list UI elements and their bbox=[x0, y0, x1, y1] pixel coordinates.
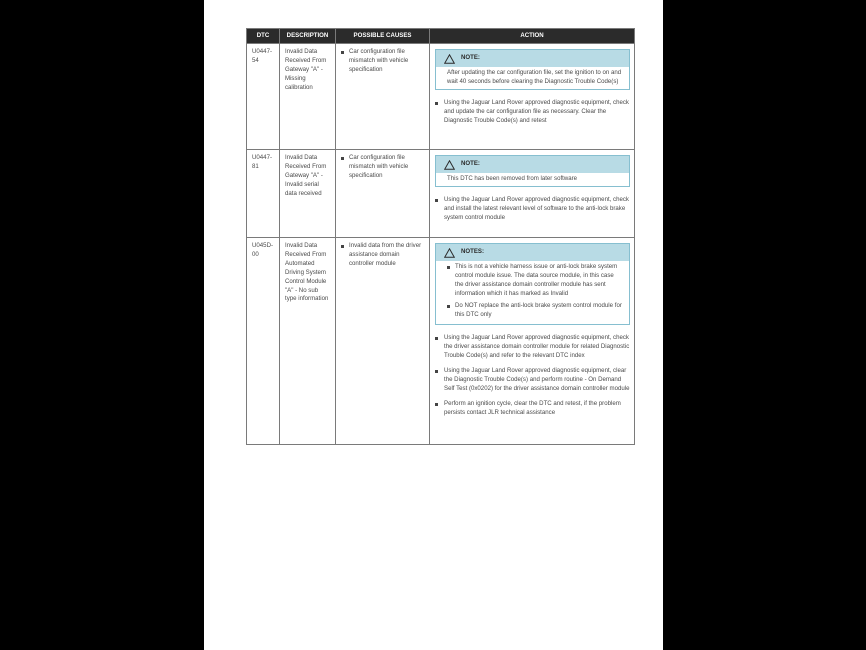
header-description: DESCRIPTION bbox=[280, 29, 336, 44]
note-title: NOTE: bbox=[461, 160, 480, 168]
note-item: This is not a vehicle harness issue or anti-lock brake system control module issue. The data source module, in this case the driver assistance domain controller module has sent information which it has marked as Invalid bbox=[447, 263, 623, 299]
action-item: Using the Jaguar Land Rover approved diagnostic equipment, check and install the latest relevant level of software to the anti-lock brake system control module bbox=[435, 196, 630, 223]
header-action: ACTION bbox=[430, 29, 635, 44]
action-item: Using the Jaguar Land Rover approved diagnostic equipment, check and update the car configuration file as necessary. Clear the Diagnostic Trouble Code(s) and retest bbox=[435, 99, 630, 126]
dtc-description: Invalid Data Received From Gateway "A" - Missing calibration bbox=[280, 44, 336, 150]
action-cell bbox=[430, 150, 635, 238]
note-text: After updating the car configuration file, set the ignition to on and wait 40 seconds before clearing the Diagnostic Trouble Code(s) bbox=[447, 69, 622, 85]
note-box bbox=[435, 49, 630, 90]
dtc-code: U045D-00 bbox=[247, 238, 280, 445]
note-text: This DTC has been removed from later software bbox=[447, 175, 578, 182]
table-row bbox=[247, 238, 635, 445]
document-page bbox=[204, 0, 663, 650]
action-item: Perform an ignition cycle, clear the DTC and retest, if the problem persists contact JLR technical assistance bbox=[435, 400, 630, 418]
table-row bbox=[247, 150, 635, 238]
dtc-description: Invalid Data Received From Automated Driving System Control Module "A" - No sub type information bbox=[280, 238, 336, 445]
header-dtc: DTC bbox=[247, 29, 280, 44]
dtc-code: U0447-54 bbox=[247, 44, 280, 150]
action-item: Using the Jaguar Land Rover approved diagnostic equipment, clear the Diagnostic Trouble Code(s) and perform routine - On Demand Self Test (0x0202) for the driver assistance domain controller module bbox=[435, 367, 630, 394]
warning-triangle-icon bbox=[444, 160, 455, 170]
action-item: Using the Jaguar Land Rover approved diagnostic equipment, check the driver assistance domain controller module for related Diagnostic Trouble Code(s) and refer to the relevant DTC index bbox=[435, 334, 630, 361]
warning-triangle-icon bbox=[444, 54, 455, 64]
table-header-row bbox=[247, 29, 635, 44]
dtc-table bbox=[246, 28, 635, 445]
action-cell bbox=[430, 238, 635, 445]
table-row bbox=[247, 44, 635, 150]
note-item: Do NOT replace the anti-lock brake system control module for this DTC only bbox=[447, 302, 623, 320]
dtc-description: Invalid Data Received From Gateway "A" - Invalid serial data received bbox=[280, 150, 336, 238]
possible-cause: Car configuration file mismatch with vehicle specification bbox=[341, 48, 425, 75]
notes-box bbox=[435, 243, 630, 325]
note-title: NOTES: bbox=[461, 248, 485, 256]
warning-triangle-icon bbox=[444, 248, 455, 258]
action-cell bbox=[430, 44, 635, 150]
header-possible-causes: POSSIBLE CAUSES bbox=[336, 29, 430, 44]
dtc-code: U0447-81 bbox=[247, 150, 280, 238]
note-title: NOTE: bbox=[461, 54, 480, 62]
possible-cause: Car configuration file mismatch with vehicle specification bbox=[341, 154, 425, 181]
possible-cause: Invalid data from the driver assistance domain controller module bbox=[341, 242, 425, 269]
note-box bbox=[435, 155, 630, 187]
